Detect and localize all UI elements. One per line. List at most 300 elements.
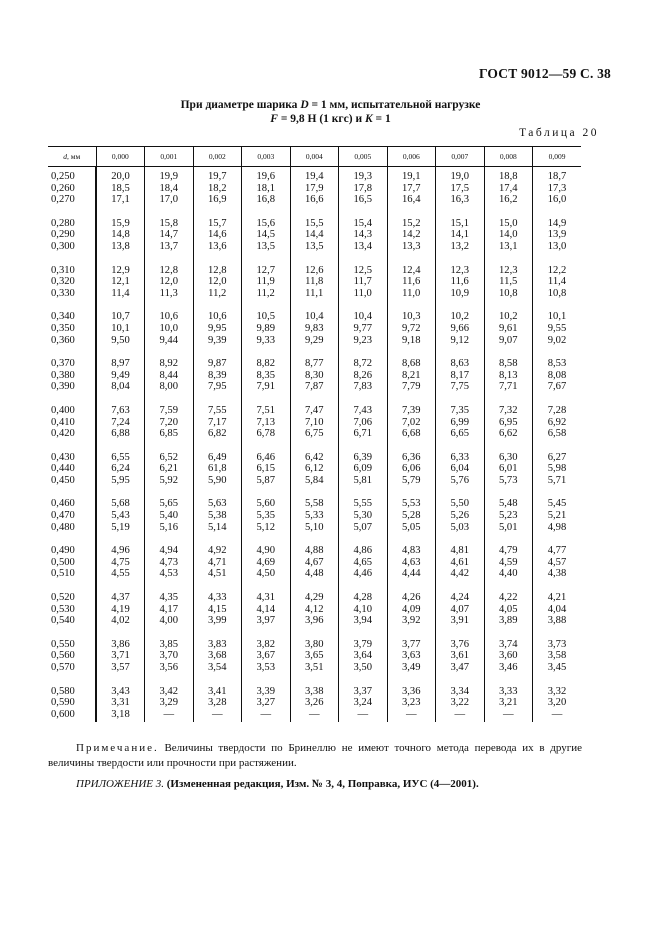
hardness-cell: 4,96 (96, 545, 145, 557)
hardness-cell: 6,82 (193, 428, 242, 440)
hardness-cell: 3,32 (533, 686, 582, 698)
hardness-cell: 3,51 (290, 662, 339, 674)
hardness-cell: 12,6 (290, 265, 339, 277)
hardness-cell: 3,22 (436, 697, 485, 709)
spacer-cell (339, 440, 388, 452)
hardness-cell: 7,02 (387, 417, 436, 429)
diameter-cell: 0,600 (51, 708, 75, 720)
hardness-cell: 3,21 (484, 697, 533, 709)
hardness-cell: 9,39 (193, 335, 242, 347)
hardness-cell: 13,5 (242, 241, 291, 253)
hardness-cell: 12,3 (436, 265, 485, 277)
hardness-cell: 9,29 (290, 335, 339, 347)
spacer-cell (48, 627, 96, 639)
spacer-cell (193, 627, 242, 639)
hardness-cell: 4,07 (436, 604, 485, 616)
column-header: 0,001 (145, 147, 194, 167)
hardness-cell: 8,08 (533, 370, 582, 382)
spacer-cell (387, 533, 436, 545)
spacer-cell (145, 674, 194, 686)
hardness-cell: 5,26 (436, 510, 485, 522)
hardness-cell: 6,21 (145, 463, 194, 475)
hardness-cell: 3,57 (96, 662, 145, 674)
hardness-cell: 12,3 (484, 265, 533, 277)
hardness-cell: 8,00 (145, 381, 194, 393)
group-spacer (48, 206, 581, 218)
hardness-cell: 3,53 (242, 662, 291, 674)
hardness-cell: 3,76 (436, 639, 485, 651)
hardness-cell: 11,2 (242, 288, 291, 300)
hardness-cell: 10,8 (533, 288, 582, 300)
hardness-cell: 10,1 (96, 323, 145, 335)
hardness-cell: 6,65 (436, 428, 485, 440)
hardness-cell: 3,42 (145, 686, 194, 698)
hardness-cell: 7,17 (193, 417, 242, 429)
hardness-cell: 3,67 (242, 650, 291, 662)
hardness-cell: 3,27 (242, 697, 291, 709)
hardness-cell: 18,7 (533, 167, 582, 183)
hardness-cell: 61,8 (193, 463, 242, 475)
hardness-cell: 14,1 (436, 229, 485, 241)
hardness-cell: 6,01 (484, 463, 533, 475)
hardness-cell: 10,9 (436, 288, 485, 300)
hardness-cell: 4,26 (387, 592, 436, 604)
diameter-cell: 0,380 (51, 369, 75, 381)
spacer-cell (242, 486, 291, 498)
table-row (48, 167, 581, 183)
hardness-cell: 5,07 (339, 522, 388, 534)
hardness-cell: 11,7 (339, 276, 388, 288)
spacer-cell (339, 346, 388, 358)
spacer-cell (96, 674, 145, 686)
hardness-cell: 3,85 (145, 639, 194, 651)
hardness-cell: 16,9 (193, 194, 242, 206)
caption-line-1: При диаметре шарика D = 1 мм, испытательной нагрузке (180, 99, 481, 111)
hardness-cell: 3,46 (484, 662, 533, 674)
hardness-cell: 13,9 (533, 229, 582, 241)
hardness-cell: 3,92 (387, 615, 436, 627)
hardness-cell: 9,72 (387, 323, 436, 335)
hardness-cell: 10,4 (290, 311, 339, 323)
spacer-cell (339, 393, 388, 405)
hardness-cell: 6,55 (96, 452, 145, 464)
table-row (48, 615, 581, 627)
table-row (48, 183, 581, 195)
hardness-cell: 18,2 (193, 183, 242, 195)
hardness-cell: 4,05 (484, 604, 533, 616)
hardness-cell: — (242, 709, 291, 723)
hardness-cell: 11,5 (484, 276, 533, 288)
diameter-cell: 0,480 (51, 521, 75, 533)
spacer-cell (436, 299, 485, 311)
column-header: 0,007 (436, 147, 485, 167)
spacer-cell (96, 533, 145, 545)
group-spacer (48, 299, 581, 311)
hardness-cell: 3,65 (290, 650, 339, 662)
hardness-cell: 3,56 (145, 662, 194, 674)
hardness-cell: 10,8 (484, 288, 533, 300)
hardness-cell: 5,50 (436, 498, 485, 510)
hardness-cell: 12,2 (533, 265, 582, 277)
spacer-cell (387, 580, 436, 592)
table-header-row (48, 147, 581, 167)
hardness-cell: 14,3 (339, 229, 388, 241)
hardness-cell: 19,9 (145, 167, 194, 183)
spacer-cell (484, 486, 533, 498)
spacer-cell (96, 299, 145, 311)
hardness-cell: 13,5 (290, 241, 339, 253)
spacer-cell (533, 253, 582, 265)
hardness-cell: 4,04 (533, 604, 582, 616)
hardness-cell: 3,29 (145, 697, 194, 709)
hardness-cell: 3,91 (436, 615, 485, 627)
hardness-cell: 11,6 (436, 276, 485, 288)
hardness-cell: 3,61 (436, 650, 485, 662)
spacer-cell (290, 440, 339, 452)
spacer-cell (436, 206, 485, 218)
spacer-cell (193, 674, 242, 686)
hardness-cell: 3,99 (193, 615, 242, 627)
spacer-cell (484, 580, 533, 592)
spacer-cell (387, 393, 436, 405)
hardness-cell: 5,21 (533, 510, 582, 522)
hardness-cell: 18,1 (242, 183, 291, 195)
group-spacer (48, 253, 581, 265)
hardness-cell: 4,59 (484, 557, 533, 569)
hardness-cell: 15,1 (436, 218, 485, 230)
table-row (48, 405, 581, 417)
diameter-cell: 0,490 (51, 545, 75, 557)
appendix-label: ПРИЛОЖЕНИЕ 3. (76, 778, 164, 790)
hardness-cell: 7,35 (436, 405, 485, 417)
diameter-cell: 0,440 (51, 463, 75, 475)
table-row (48, 510, 581, 522)
hardness-cell: 14,6 (193, 229, 242, 241)
hardness-cell: 11,4 (96, 288, 145, 300)
hardness-cell: 9,77 (339, 323, 388, 335)
spacer-cell (145, 533, 194, 545)
hardness-cell: 5,38 (193, 510, 242, 522)
diameter-cell: 0,310 (51, 264, 75, 276)
hardness-cell: 6,09 (339, 463, 388, 475)
spacer-cell (339, 206, 388, 218)
hardness-cell: 19,6 (242, 167, 291, 183)
spacer-cell (48, 299, 96, 311)
hardness-cell: 6,33 (436, 452, 485, 464)
hardness-cell: 16,6 (290, 194, 339, 206)
diameter-cell: 0,330 (51, 287, 75, 299)
spacer-cell (484, 393, 533, 405)
hardness-cell: 7,91 (242, 381, 291, 393)
hardness-cell: 8,77 (290, 358, 339, 370)
hardness-cell: 6,49 (193, 452, 242, 464)
table-number: Таблица 20 (519, 127, 599, 139)
spacer-cell (242, 533, 291, 545)
spacer-cell (48, 346, 96, 358)
spacer-cell (484, 627, 533, 639)
diameter-cell: 0,520 (51, 592, 75, 604)
hardness-cell: 3,96 (290, 615, 339, 627)
hardness-cell: 5,40 (145, 510, 194, 522)
hardness-cell: 4,10 (339, 604, 388, 616)
diameter-cell: 0,530 (51, 603, 75, 615)
hardness-cell: 13,1 (484, 241, 533, 253)
spacer-cell (484, 440, 533, 452)
hardness-cell: 4,02 (96, 615, 145, 627)
hardness-cell: 7,59 (145, 405, 194, 417)
table-row (48, 568, 581, 580)
spacer-cell (145, 440, 194, 452)
hardness-cell: 12,8 (193, 265, 242, 277)
spacer-cell (290, 533, 339, 545)
column-header: 0,008 (484, 147, 533, 167)
hardness-cell: 5,05 (387, 522, 436, 534)
hardness-cell: 9,44 (145, 335, 194, 347)
hardness-cell: 17,7 (387, 183, 436, 195)
diameter-cell: 0,300 (51, 240, 75, 252)
hardness-cell: 6,27 (533, 452, 582, 464)
spacer-cell (48, 393, 96, 405)
hardness-cell: — (533, 709, 582, 723)
spacer-cell (48, 580, 96, 592)
hardness-cell: 4,24 (436, 592, 485, 604)
hardness-cell: 4,65 (339, 557, 388, 569)
hardness-cell: 3,36 (387, 686, 436, 698)
hardness-cell: 9,18 (387, 335, 436, 347)
hardness-cell: 5,28 (387, 510, 436, 522)
spacer-cell (290, 674, 339, 686)
hardness-cell: 5,01 (484, 522, 533, 534)
hardness-cell: 8,39 (193, 370, 242, 382)
hardness-cell: 5,16 (145, 522, 194, 534)
table-row (48, 335, 581, 347)
hardness-cell: 5,53 (387, 498, 436, 510)
hardness-cell: 14,2 (387, 229, 436, 241)
hardness-cell: 5,03 (436, 522, 485, 534)
spacer-cell (48, 440, 96, 452)
hardness-cell: 4,19 (96, 604, 145, 616)
diameter-cell: 0,350 (51, 322, 75, 334)
group-spacer (48, 486, 581, 498)
column-header: 0,009 (533, 147, 582, 167)
table-row (48, 276, 581, 288)
group-spacer (48, 440, 581, 452)
spacer-cell (242, 206, 291, 218)
diameter-cell: 0,370 (51, 358, 75, 370)
hardness-cell: 7,63 (96, 405, 145, 417)
hardness-cell: 7,24 (96, 417, 145, 429)
hardness-cell: 5,76 (436, 475, 485, 487)
hardness-cell: 17,1 (96, 194, 145, 206)
hardness-cell: 3,49 (387, 662, 436, 674)
diameter-cell: 0,420 (51, 428, 75, 440)
table-row (48, 522, 581, 534)
spacer-cell (436, 627, 485, 639)
hardness-cell: 9,02 (533, 335, 582, 347)
hardness-cell: 4,88 (290, 545, 339, 557)
diameter-cell: 0,390 (51, 381, 75, 393)
hardness-cell: 3,86 (96, 639, 145, 651)
hardness-cell: 11,1 (290, 288, 339, 300)
hardness-cell: 12,7 (242, 265, 291, 277)
spacer-cell (290, 486, 339, 498)
spacer-cell (436, 440, 485, 452)
column-header: 0,006 (387, 147, 436, 167)
spacer-cell (436, 393, 485, 405)
hardness-cell: 9,83 (290, 323, 339, 335)
hardness-cell: 13,3 (387, 241, 436, 253)
spacer-cell (436, 486, 485, 498)
hardness-cell: 4,92 (193, 545, 242, 557)
diameter-cell: 0,580 (51, 685, 75, 697)
spacer-cell (339, 486, 388, 498)
hardness-cell: — (145, 709, 194, 723)
diameter-cell: 0,510 (51, 568, 75, 580)
diameter-cell: 0,590 (51, 697, 75, 709)
spacer-cell (387, 440, 436, 452)
hardness-cell: 4,40 (484, 568, 533, 580)
hardness-cell: 4,79 (484, 545, 533, 557)
hardness-cell: 5,98 (533, 463, 582, 475)
spacer-cell (145, 486, 194, 498)
hardness-cell: 13,2 (436, 241, 485, 253)
hardness-cell: 16,3 (436, 194, 485, 206)
hardness-cell: 19,3 (339, 167, 388, 183)
table-row (48, 639, 581, 651)
hardness-cell: — (387, 709, 436, 723)
hardness-cell: 9,87 (193, 358, 242, 370)
hardness-cell: 6,78 (242, 428, 291, 440)
hardness-cell: 4,53 (145, 568, 194, 580)
hardness-cell: 3,77 (387, 639, 436, 651)
hardness-cell: 10,1 (533, 311, 582, 323)
spacer-cell (387, 206, 436, 218)
spacer-cell (145, 253, 194, 265)
hardness-cell: 6,30 (484, 452, 533, 464)
group-spacer (48, 674, 581, 686)
spacer-cell (533, 674, 582, 686)
hardness-cell: 8,82 (242, 358, 291, 370)
diameter-cell: 0,540 (51, 615, 75, 627)
hardness-cell: 3,37 (339, 686, 388, 698)
hardness-cell: 3,68 (193, 650, 242, 662)
hardness-cell: 4,67 (290, 557, 339, 569)
spacer-cell (193, 580, 242, 592)
hardness-cell: 6,99 (436, 417, 485, 429)
column-header: 0,000 (96, 147, 145, 167)
spacer-cell (339, 533, 388, 545)
hardness-cell: 6,68 (387, 428, 436, 440)
spacer-cell (96, 253, 145, 265)
hardness-cell: 5,60 (242, 498, 291, 510)
hardness-cell: 3,26 (290, 697, 339, 709)
hardness-cell: 5,55 (339, 498, 388, 510)
spacer-cell (533, 627, 582, 639)
spacer-cell (48, 486, 96, 498)
hardness-cell: 19,4 (290, 167, 339, 183)
hardness-cell: 7,79 (387, 381, 436, 393)
hardness-cell: 6,58 (533, 428, 582, 440)
hardness-cell: 4,15 (193, 604, 242, 616)
hardness-cell: 10,5 (242, 311, 291, 323)
hardness-cell: 14,7 (145, 229, 194, 241)
hardness-cell: 6,36 (387, 452, 436, 464)
hardness-cell: 5,10 (290, 522, 339, 534)
table-note (48, 741, 582, 771)
hardness-cell: 8,68 (387, 358, 436, 370)
hardness-cell: 20,0 (96, 167, 145, 183)
hardness-cell: 3,45 (533, 662, 582, 674)
spacer-cell (533, 486, 582, 498)
hardness-cell: 16,0 (533, 194, 582, 206)
diameter-cell: 0,460 (51, 498, 75, 510)
hardness-cell: 19,0 (436, 167, 485, 183)
hardness-cell: 6,71 (339, 428, 388, 440)
hardness-cell: 5,35 (242, 510, 291, 522)
hardness-cell: 4,00 (145, 615, 194, 627)
hardness-cell: 12,0 (193, 276, 242, 288)
hardness-cell: 4,86 (339, 545, 388, 557)
spacer-cell (145, 346, 194, 358)
hardness-cell: 17,8 (339, 183, 388, 195)
hardness-cell: 6,92 (533, 417, 582, 429)
hardness-cell: 4,83 (387, 545, 436, 557)
hardness-cell: 4,44 (387, 568, 436, 580)
hardness-cell: 5,45 (533, 498, 582, 510)
hardness-cell: 3,20 (533, 697, 582, 709)
hardness-cell: 8,63 (436, 358, 485, 370)
spacer-cell (436, 253, 485, 265)
hardness-cell: — (484, 709, 533, 723)
spacer-cell (48, 206, 96, 218)
spacer-cell (436, 346, 485, 358)
hardness-cell: 8,72 (339, 358, 388, 370)
hardness-cell: 3,94 (339, 615, 388, 627)
hardness-cell: 6,85 (145, 428, 194, 440)
document-code: ГОСТ 9012—59 С. 38 (478, 66, 611, 81)
hardness-cell: 3,34 (436, 686, 485, 698)
spacer-cell (193, 299, 242, 311)
table-row (48, 381, 581, 393)
hardness-cell: 9,23 (339, 335, 388, 347)
diameter-cell: 0,430 (51, 451, 75, 463)
hardness-cell: 11,6 (387, 276, 436, 288)
spacer-cell (242, 253, 291, 265)
spacer-cell (193, 206, 242, 218)
spacer-cell (145, 393, 194, 405)
hardness-cell: 4,77 (533, 545, 582, 557)
table-caption (0, 98, 661, 126)
hardness-cell: 12,9 (96, 265, 145, 277)
hardness-cell: 9,66 (436, 323, 485, 335)
hardness-cell: 5,19 (96, 522, 145, 534)
hardness-cell: 5,14 (193, 522, 242, 534)
hardness-cell: 3,97 (242, 615, 291, 627)
hardness-cell: 7,67 (533, 381, 582, 393)
table-row (48, 650, 581, 662)
spacer-cell (484, 206, 533, 218)
diameter-cell: 0,360 (51, 334, 75, 346)
diameter-cell: 0,320 (51, 276, 75, 288)
table-row (48, 311, 581, 323)
hardness-cell: 12,1 (96, 276, 145, 288)
column-header: 0,002 (193, 147, 242, 167)
hardness-cell: 11,3 (145, 288, 194, 300)
hardness-cell: 17,9 (290, 183, 339, 195)
hardness-cell: 5,90 (193, 475, 242, 487)
hardness-cell: 15,7 (193, 218, 242, 230)
hardness-cell: 4,37 (96, 592, 145, 604)
